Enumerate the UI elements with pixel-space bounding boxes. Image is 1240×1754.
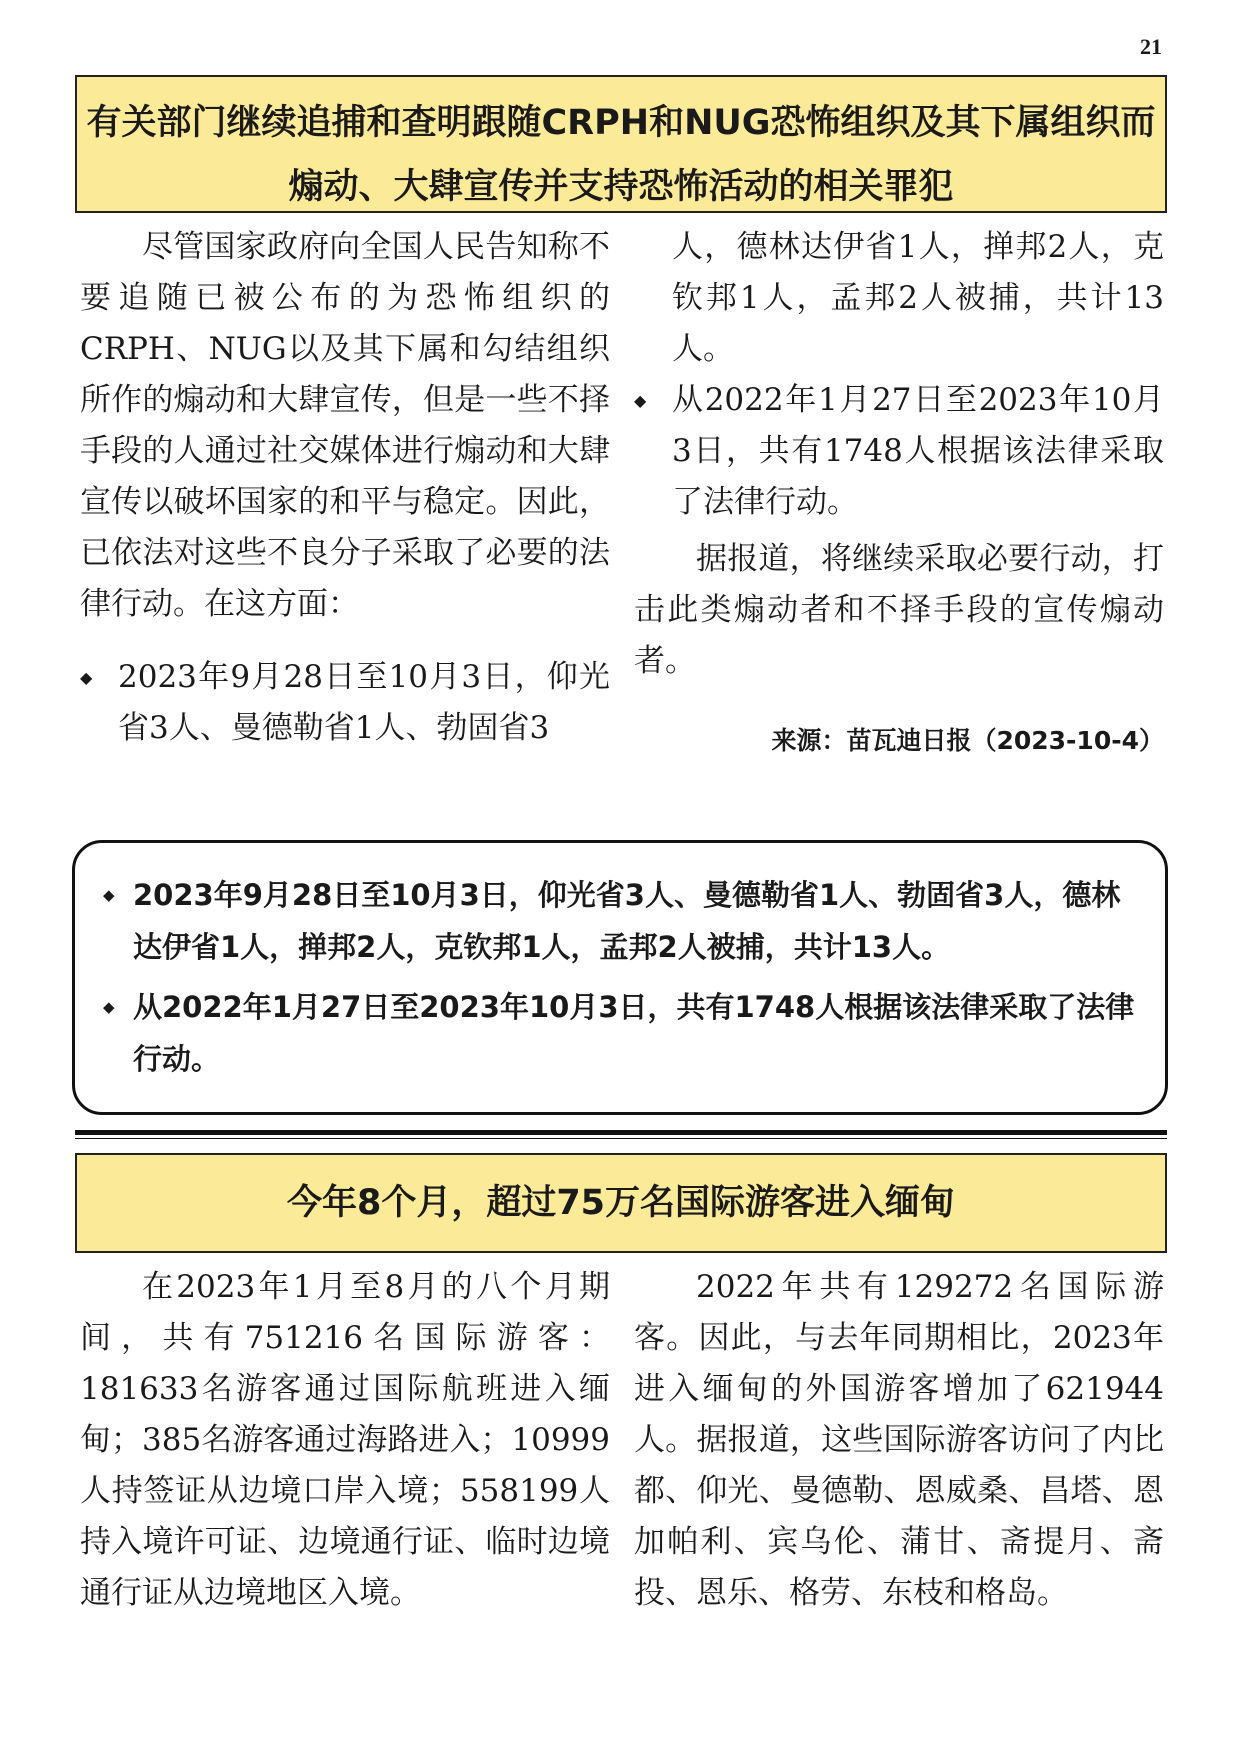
diamond-bullet-icon: ◆: [80, 668, 93, 687]
summary-bullet1-text: 2023年9月28日至10月3日，仰光省3人、曼德勒省1人、勃固省3人，德林达伊省1人，掸邦2人，克钦邦1人，孟邦2人被捕，共计13人。: [133, 878, 1121, 964]
article1-bullet2: [634, 375, 1164, 528]
summary-bullet2-text: 从2022年1月27日至2023年10月3日，共有1748人根据该法律采取了法律行动。: [133, 990, 1135, 1076]
summary-box: [72, 840, 1168, 1115]
page-number: 21: [1140, 34, 1162, 59]
summary-bullet1: [97, 869, 1143, 973]
article1-bullet1: [80, 652, 610, 754]
diamond-bullet-icon: ◆: [103, 886, 115, 904]
article1-closing: 据报道，将继续采取必要行动，打击此类煽动者和不择手段的宣传煽动者。: [634, 541, 1164, 679]
diamond-bullet-icon: ◆: [103, 998, 115, 1016]
article1-source: 来源：苗瓦迪日报（2023-10-4）: [771, 726, 1164, 755]
summary-bullet2: [97, 981, 1143, 1085]
article1-title-line1: 有关部门继续追捕和查明跟随CRPH和NUG恐怖组织及其下属组织而: [86, 103, 1156, 143]
article2-right-column: [634, 1262, 1164, 1619]
article1-bullet1-part2: 人，德林达伊省1人，掸邦2人，克钦邦1人，孟邦2人被捕，共计13人。: [672, 229, 1164, 367]
article2-title-box: [75, 1153, 1167, 1253]
article1-bullet2-text: 从2022年1月27日至2023年10月3日，共有1748人根据该法律采取了法律行动。: [672, 382, 1164, 520]
article2-para2: 2022年共有129272名国际游客。因此，与去年同期相比，2023年进入缅甸的外国游客增加了621944人。据报道，这些国际游客访问了内比都、仰光、曼德勒、恩威桑、昌塔、恩加帕利、宾乌伦、蒲甘、斋提月、斋投、恩乐、格劳、东枝和格岛。: [634, 1269, 1164, 1611]
section-divider-thick: [75, 1130, 1167, 1135]
article2-left-column: [80, 1262, 610, 1619]
article1-bullet1-part1: 2023年9月28日至10月3日，仰光省3人、曼德勒省1人、勃固省3: [118, 659, 610, 746]
article1-title-box: [75, 75, 1167, 213]
section-divider-thin: [75, 1138, 1167, 1139]
diamond-bullet-icon: ◆: [634, 391, 647, 410]
article1-right-column: [634, 222, 1164, 766]
article1-bullet1-continued: [634, 222, 1164, 375]
article2-para1: 在2023年1月至8月的八个月期间，共有751216名国际游客：181633名游客通过国际航班进入缅甸；385名游客通过海路进入；10999人持签证从边境口岸入境；558199人持入境许可证、边境通行证、临时边境通行证从边境地区入境。: [80, 1269, 610, 1611]
article1-title-line2: 煽动、大肆宣传并支持恐怖活动的相关罪犯: [288, 167, 954, 207]
article2-title: 今年8个月，超过75万名国际游客进入缅甸: [286, 1183, 956, 1223]
article1-left-column: [80, 222, 610, 754]
article1-intro: 尽管国家政府向全国人民告知称不要追随已被公布的为恐怖组织的CRPH、NUG以及其下属和勾结组织所作的煽动和大肆宣传，但是一些不择手段的人通过社交媒体进行煽动和大肆宣传以破坏国家的和平与稳定。因此，已依法对这些不良分子采取了必要的法律行动。在这方面：: [80, 229, 610, 622]
